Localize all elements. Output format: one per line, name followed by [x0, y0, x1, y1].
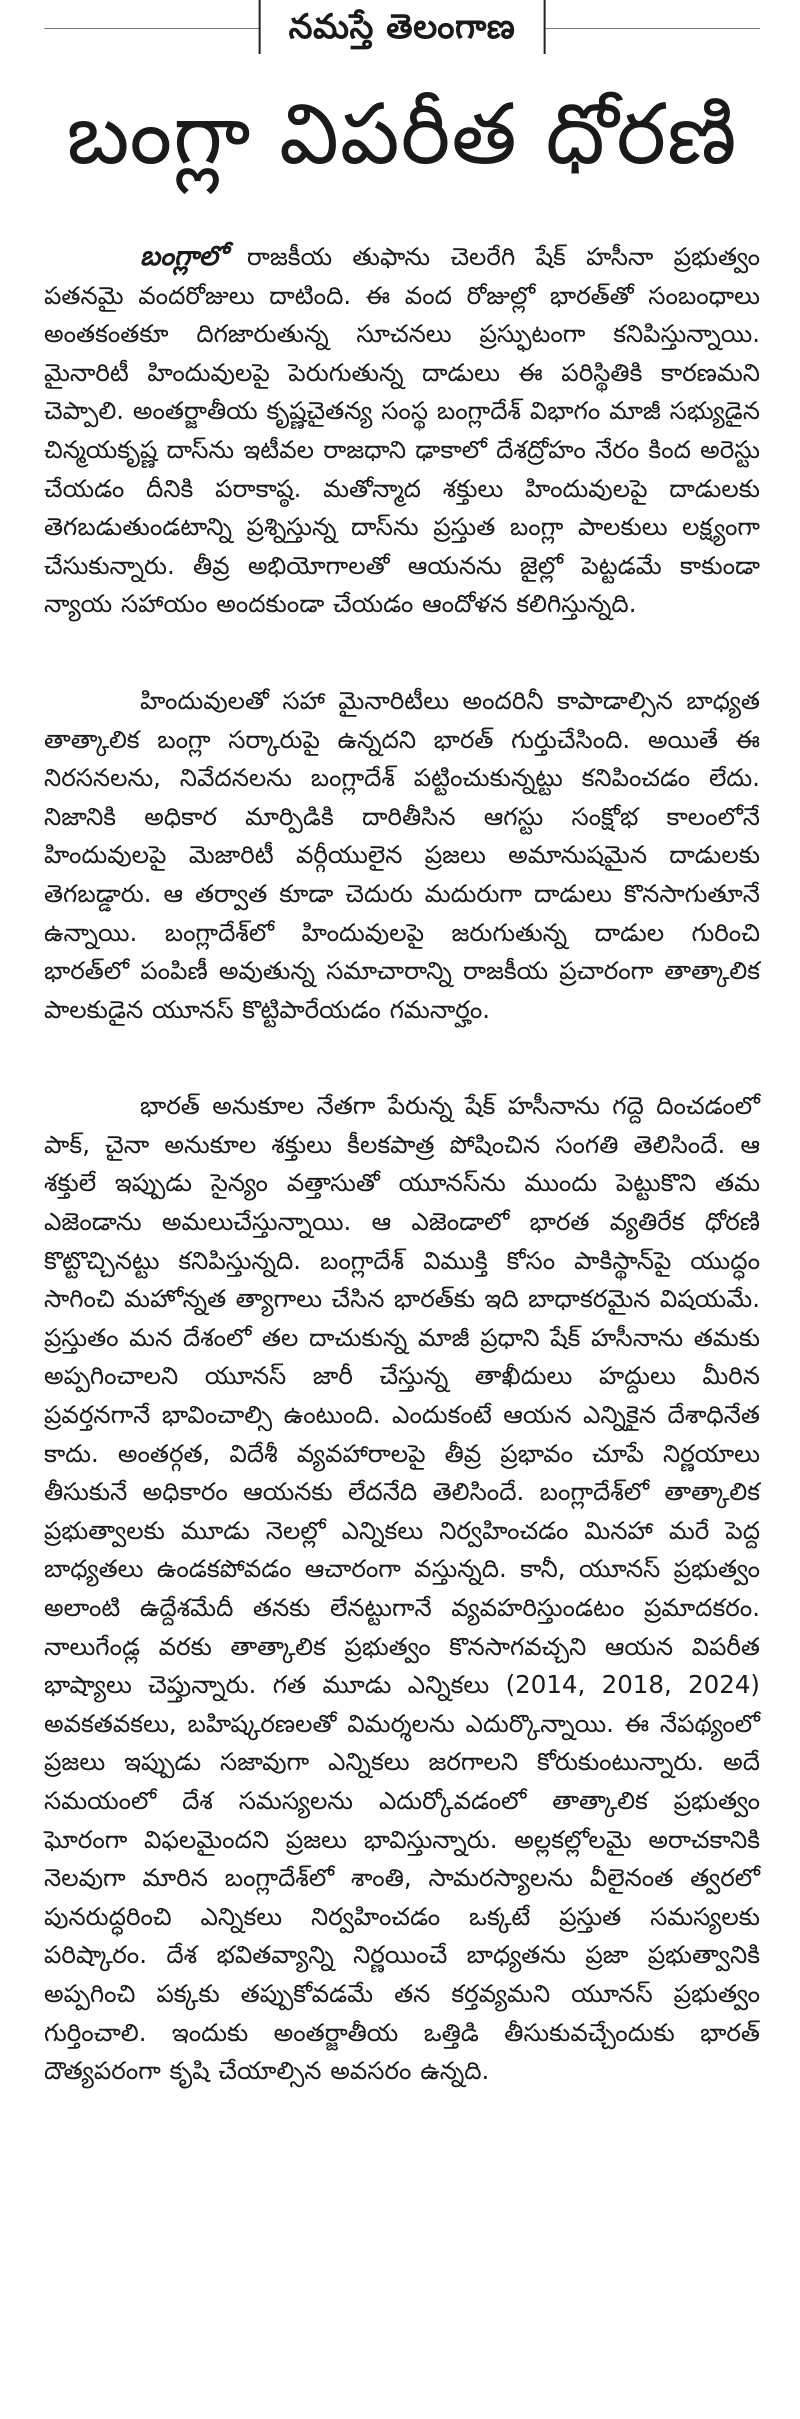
paragraph-2: హిందువులతో సహా మైనారిటీలు అందరినీ కాపాడాల్సిన బాధ్యత తాత్కాలిక బంగ్లా సర్కారుపై ఉన్నదని భారత్ గుర్తుచేసింది. అయితే ఈ నిరసనలను, నివేదనలను బంగ్లాదేశ్ పట్టించుకున్నట్టు కనిపించడం లేదు. నిజానికి అధికార మార్పిడికి దారితీసిన ఆగస్టు సంక్షోభ కాలంలోనే హిందువులపై మెజారిటీ వర్గీయులైన ప్రజలు అమానుషమైన దాడులకు తెగబడ్డారు. ఆ తర్వాత కూడా చెదురు మదురుగా దాడులు కొనసాగుతూనే ఉన్నాయి. బంగ్లాదేశ్‌లో హిందువులపై జరుగుతున్న దాడుల గురించి భారత్‌లో పంపిణీ అవుతున్న సమాచారాన్ని రాజకీయ ప్రచారంగా తాత్కాలిక పాలకుడైన యూనస్ కొట్టిపారేయడం గమనార్హం. [44, 685, 760, 1024]
masthead-area [44, 0, 760, 64]
headline: బంగ్లా విపరీత ధోరణి [66, 85, 738, 183]
paragraph-1-text: రాజకీయ తుఫాను చెలరేగి షేక్ హసీనా ప్రభుత్వం పతనమై వందరోజులు దాటింది. ఈ వంద రోజుల్లో భారత్‌తో సంబంధాలు అంతకంతకూ దిగజారుతున్న సూచనలు ప్రస్ఫుటంగా కనిపిస్తున్నాయి. మైనారిటీ హిందువులపై పెరుగుతున్న దాడులు ఈ పరిస్థితికి కారణమని చెప్పాలి. అంతర్జాతీయ కృష్ణచైతన్య సంస్థ బంగ్లాదేశ్ విభాగం మాజీ సభ్యుడైన చిన్మయకృష్ణ దాస్‌ను ఇటీవల రాజధాని ఢాకాలో దేశద్రోహం నేరం కింద అరెస్టు చేయడం దీనికి పరాకాష్ఠ. మతోన్మాద శక్తులు హిందువులపై దాడులకు తెగబడుతుండటాన్ని ప్రశ్నిస్తున్న దాస్‌ను ప్రస్తుత బంగ్లా పాలకులు లక్ష్యంగా చేసుకున్నారు. తీవ్ర అభియోగాలతో ఆయనను జైల్లో పెట్టడమే కాకుండా న్యాయ సహాయం అందకుండా చేయడం ఆందోళన కలిగిస్తున్నది. [44, 242, 760, 619]
lead-word: బంగ్లాలో [140, 241, 227, 272]
paragraph-1 [44, 238, 760, 624]
masthead: నమస్తే తెలంగాణ [259, 0, 546, 54]
paragraph-3: భారత్ అనుకూల నేతగా పేరున్న షేక్ హసీనాను గద్దె దించడంలో పాక్, చైనా అనుకూల శక్తులు కీలకపాత్ర పోషించిన సంగతి తెలిసిందే. ఆ శక్తులే ఇప్పుడు సైన్యం వత్తాసుతో యూనస్‌ను ముందు పెట్టుకొని తమ ఎజెండాను అమలుచేస్తున్నాయి. ఆ ఎజెండాలో భారత వ్యతిరేక ధోరణి కొట్టొచ్చినట్టు కనిపిస్తున్నది. బంగ్లాదేశ్ విముక్తి కోసం పాకిస్థాన్‌పై యుద్ధం సాగించి మహోన్నత త్యాగాలు చేసిన భారత్‌కు ఇది బాధాకరమైన విషయమే. ప్రస్తుతం మన దేశంలో తల దాచుకున్న మాజీ ప్రధాని షేక్ హసీనాను తమకు అప్పగించాలని యూనస్ జారీ చేస్తున్న తాఖీదులు హద్దులు మీరిన ప్రవర్తనగానే భావించాల్సి ఉంటుంది. ఎందుకంటే ఆయన ఎన్నికైన దేశాధినేత కాదు. అంతర్గత, విదేశీ వ్యవహారాలపై తీవ్ర ప్రభావం చూపే నిర్ణయాలు తీసుకునే అధికారం ఆయనకు లేదనేది తెలిసిందే. బంగ్లాదేశ్‌లో తాత్కాలిక ప్రభుత్వాలకు మూడు నెలల్లో ఎన్నికలు నిర్వహించడం మినహా మరే పెద్ద బాధ్యతలు ఉండకపోవడం ఆచారంగా వస్తున్నది. కానీ, యూనస్ ప్రభుత్వం అలాంటి ఉద్దేశమేదీ తనకు లేనట్టుగానే వ్యవహరిస్తుండటం ప్రమాదకరం. నాలుగేండ్ల వరకు తాత్కాలిక ప్రభుత్వం కొనసాగవచ్చని ఆయన విపరీత భాష్యాలు చెప్తున్నారు. గత మూడు ఎన్నికలు (2014, 2018, 2024) అవకతవకలు, బహిష్కరణలతో విమర్శలను ఎదుర్కొన్నాయి. ఈ నేపథ్యంలో ప్రజలు ఇప్పుడు సజావుగా ఎన్నికలు జరగాలని కోరుకుంటున్నారు. అదే సమయంలో దేశ సమస్యలను ఎదుర్కోవడంలో తాత్కాలిక ప్రభుత్వం ఘోరంగా విఫలమైందని ప్రజలు భావిస్తున్నారు. అల్లకల్లోలమై అరాచకానికి నెలవుగా మారిన బంగ్లాదేశ్‌లో శాంతి, సామరస్యాలను వీలైనంత త్వరలో పునరుద్ధరించి ఎన్నికలు నిర్వహించడం ఒక్కటే ప్రస్తుత సమస్యలకు పరిష్కారం. దేశ భవితవ్యాన్ని నిర్ణయించే బాధ్యతను ప్రజా ప్రభుత్వానికి అప్పగించి పక్కకు తప్పుకోవడమే తన కర్తవ్యమని యూనస్ ప్రభుత్వం గుర్తించాలి. ఇందుకు అంతర్జాతీయ ఒత్తిడి తీసుకువచ్చేందుకు భారత్ దౌత్యపరంగా కృషి చేయాల్సిన అవసరం ఉన్నది. [44, 1091, 760, 2086]
